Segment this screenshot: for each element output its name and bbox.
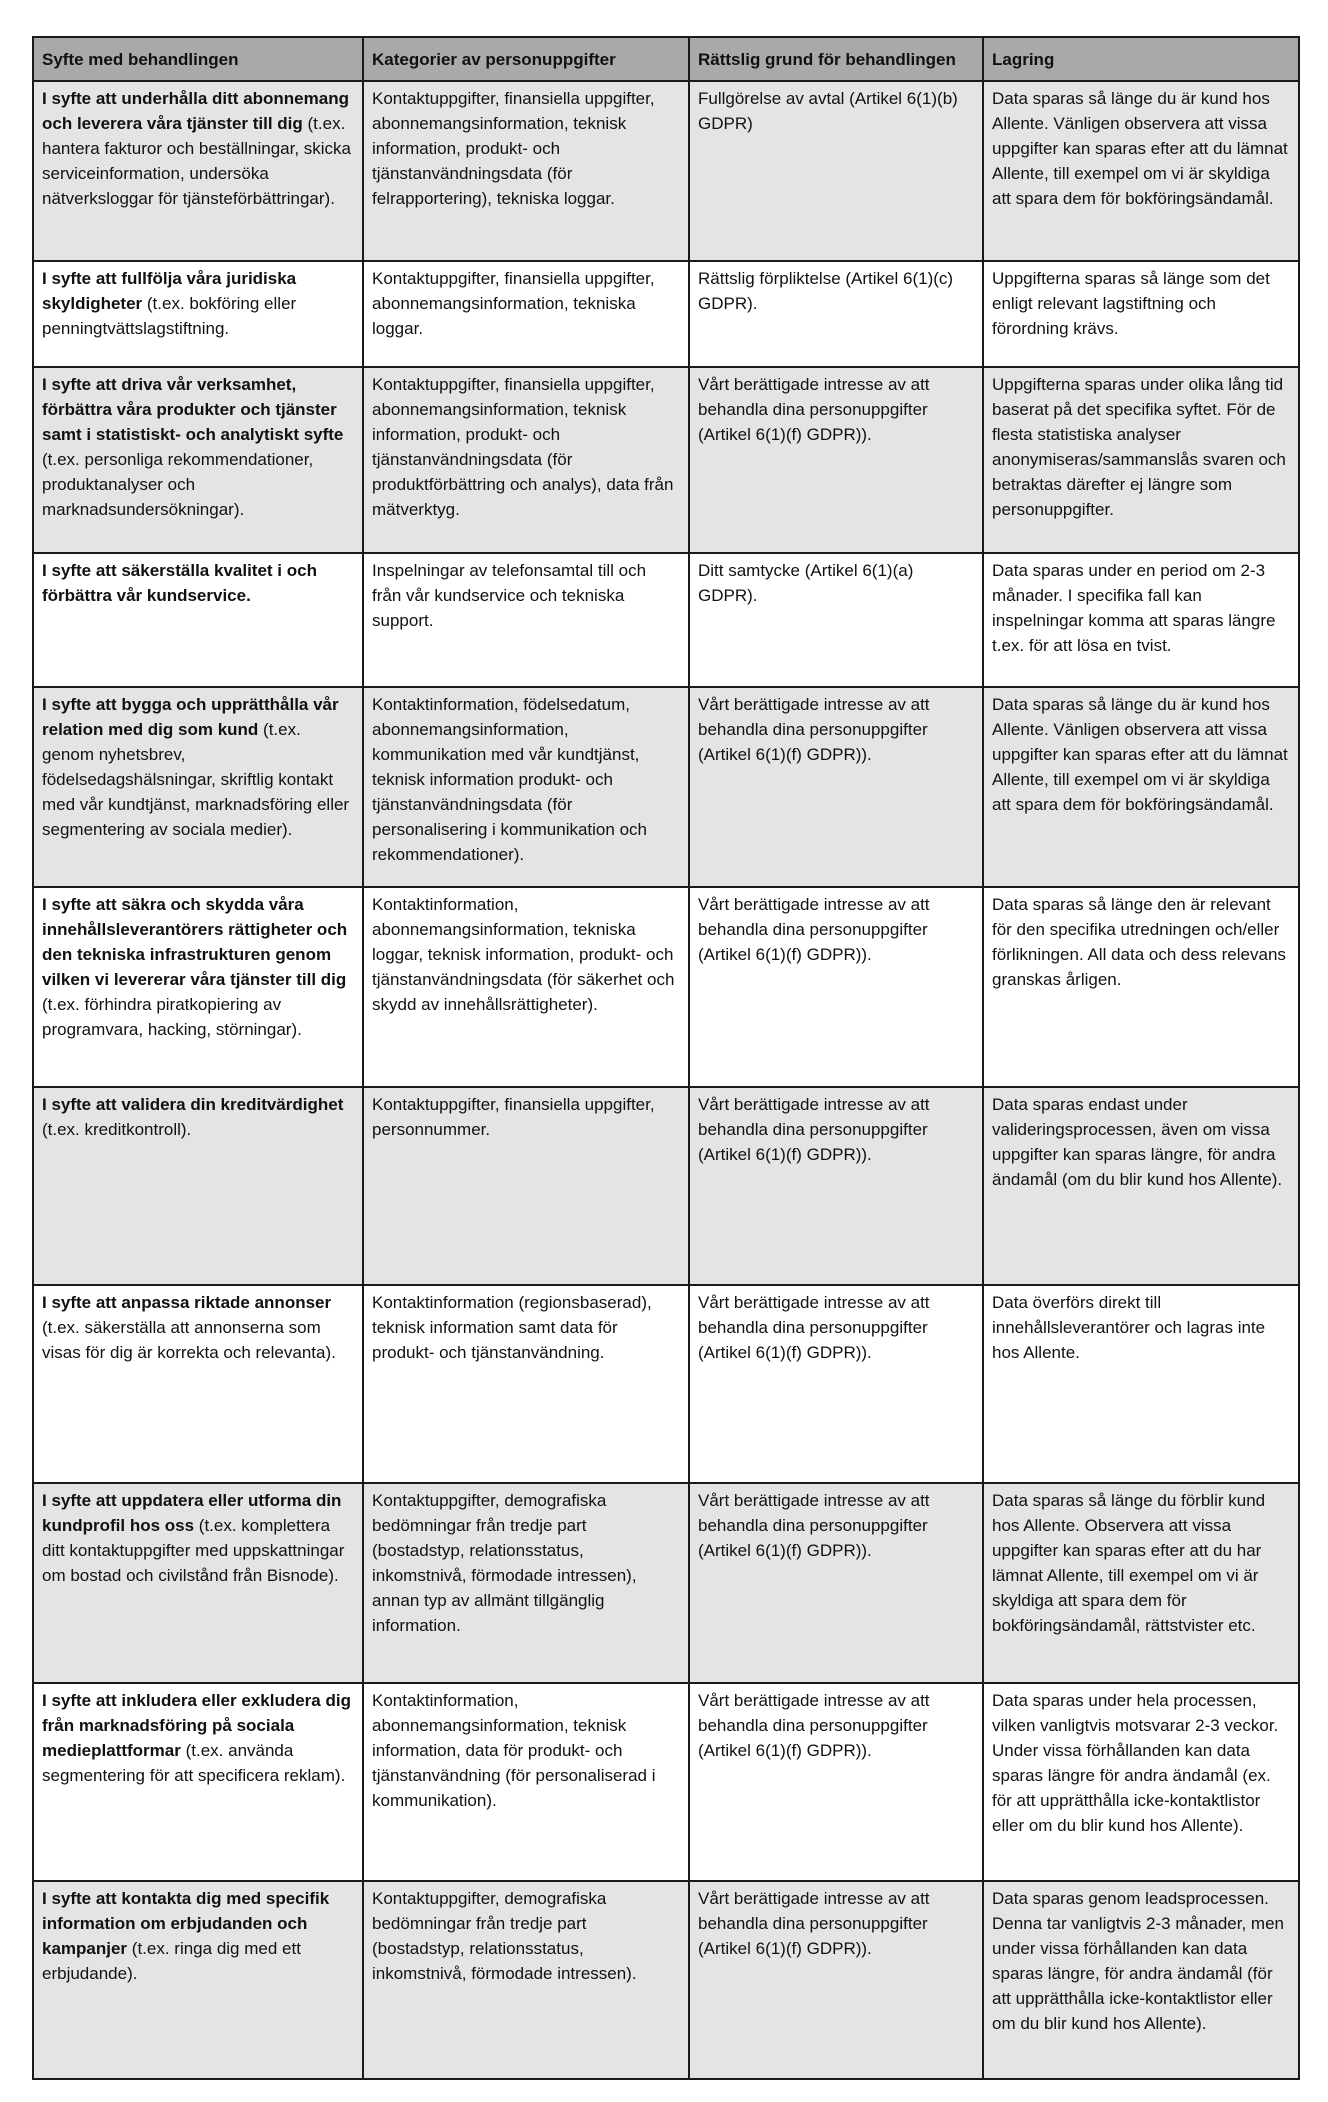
table-row <box>33 1683 1299 1881</box>
purpose-note: (t.ex. kreditkontroll). <box>42 1120 192 1139</box>
legal-basis-cell: Vårt berättigade intresse av att behandla dina personuppgifter (Artikel 6(1)(f) GDPR)). <box>689 1683 983 1881</box>
purpose-cell <box>33 887 363 1087</box>
purpose-title: I syfte att inkludera eller exkludera dig från marknadsföring på sociala medieplattformar <box>42 1691 351 1760</box>
storage-cell: Data sparas endast under valideringsprocessen, även om vissa uppgifter kan sparas längre, för andra ändamål (om du blir kund hos Allente). <box>983 1087 1299 1285</box>
storage-cell: Data sparas under hela processen, vilken vanligtvis motsvarar 2-3 veckor. Under vissa förhållanden kan data sparas längre för andra ändamål (ex. för att upprätthålla icke-kontaktlistor eller om du blir kund hos Allente). <box>983 1683 1299 1881</box>
storage-cell: Data sparas genom leadsprocessen. Denna tar vanligtvis 2-3 månader, men under vissa förhållanden kan data sparas längre, för andra ändamål (för att upprätthålla icke-kontaktlistor eller om du blir kund hos Allente). <box>983 1881 1299 2079</box>
categories-cell: Kontaktuppgifter, finansiella uppgifter, abonnemangsinformation, teknisk information, produkt- och tjänstanvändningsdata (för produktförbättring och analys), data från mätverktyg. <box>363 367 689 553</box>
purpose-note: (t.ex. ringa dig med ett erbjudande). <box>42 1939 301 1983</box>
header-storage: Lagring <box>983 37 1299 81</box>
header-legal-basis: Rättslig grund för behandlingen <box>689 37 983 81</box>
categories-cell: Kontaktinformation, födelsedatum, abonnemangsinformation, kommunikation med vår kundtjänst, teknisk information produkt- och tjänstanvändningsdata (för personalisering i kommunikation och rekommendationer). <box>363 687 689 887</box>
legal-basis-cell: Vårt berättigade intresse av att behandla dina personuppgifter (Artikel 6(1)(f) GDPR)). <box>689 1881 983 2079</box>
purpose-title: I syfte att kontakta dig med specifik information om erbjudanden och kampanjer <box>42 1889 330 1958</box>
storage-cell: Uppgifterna sparas under olika lång tid baserat på det specifika syftet. För de flesta statistiska analyser anonymiseras/sammanslås svaren och betraktas därefter ej längre som personuppgifter. <box>983 367 1299 553</box>
legal-basis-cell: Vårt berättigade intresse av att behandla dina personuppgifter (Artikel 6(1)(f) GDPR)). <box>689 1087 983 1285</box>
legal-basis-cell: Fullgörelse av avtal (Artikel 6(1)(b) GDPR) <box>689 81 983 261</box>
legal-basis-cell: Vårt berättigade intresse av att behandla dina personuppgifter (Artikel 6(1)(f) GDPR)). <box>689 1483 983 1683</box>
purpose-cell <box>33 1087 363 1285</box>
purpose-title: I syfte att uppdatera eller utforma din kundprofil hos oss <box>42 1491 342 1535</box>
categories-cell: Inspelningar av telefonsamtal till och från vår kundservice och tekniska support. <box>363 553 689 687</box>
purpose-title: I syfte att säkra och skydda våra innehållsleverantörers rättigheter och den tekniska infrastrukturen genom vilken vi levererar våra tjänster till dig <box>42 895 348 989</box>
purpose-cell <box>33 367 363 553</box>
table-header-row <box>33 37 1299 81</box>
categories-cell: Kontaktuppgifter, finansiella uppgifter, abonnemangsinformation, tekniska loggar. <box>363 261 689 367</box>
table-row <box>33 261 1299 367</box>
purpose-note: (t.ex. genom nyhetsbrev, födelsedagshälsningar, skriftlig kontakt med vår kundtjänst, marknadsföring eller segmentering av sociala medier). <box>42 720 350 839</box>
storage-cell: Uppgifterna sparas så länge som det enligt relevant lagstiftning och förordning krävs. <box>983 261 1299 367</box>
legal-basis-cell: Vårt berättigade intresse av att behandla dina personuppgifter (Artikel 6(1)(f) GDPR)). <box>689 1285 983 1483</box>
purpose-title: I syfte att driva vår verksamhet, förbättra våra produkter och tjänster samt i statistiskt- och analytiskt syfte <box>42 375 344 444</box>
categories-cell: Kontaktuppgifter, demografiska bedömningar från tredje part (bostadstyp, relationsstatus, inkomstnivå, förmodade intressen). <box>363 1881 689 2079</box>
purpose-cell <box>33 553 363 687</box>
legal-basis-cell: Vårt berättigade intresse av att behandla dina personuppgifter (Artikel 6(1)(f) GDPR)). <box>689 687 983 887</box>
legal-basis-cell: Ditt samtycke (Artikel 6(1)(a) GDPR). <box>689 553 983 687</box>
table-row <box>33 1285 1299 1483</box>
purpose-cell <box>33 1683 363 1881</box>
purpose-cell <box>33 1285 363 1483</box>
purpose-note: (t.ex. säkerställa att annonserna som visas för dig är korrekta och relevanta). <box>42 1318 336 1362</box>
table-row <box>33 1483 1299 1683</box>
purpose-cell <box>33 261 363 367</box>
purpose-title: I syfte att validera din kreditvärdighet <box>42 1095 344 1114</box>
categories-cell: Kontaktuppgifter, finansiella uppgifter, personnummer. <box>363 1087 689 1285</box>
legal-basis-cell: Rättslig förpliktelse (Artikel 6(1)(c) GDPR). <box>689 261 983 367</box>
document-page <box>32 36 1298 2080</box>
table-row <box>33 887 1299 1087</box>
storage-cell: Data sparas så länge den är relevant för den specifika utredningen och/eller förlikningen. All data och dess relevans granskas årligen. <box>983 887 1299 1087</box>
purpose-note: (t.ex. komplettera ditt kontaktuppgifter med uppskattningar om bostad och civilstånd från Bisnode). <box>42 1516 345 1585</box>
categories-cell: Kontaktinformation, abonnemangsinformation, tekniska loggar, teknisk information, produkt- och tjänstanvändningsdata (för säkerhet och skydd av innehållsrättigheter). <box>363 887 689 1087</box>
storage-cell: Data sparas så länge du är kund hos Allente. Vänligen observera att vissa uppgifter kan sparas efter att du lämnat Allente, till exempel om vi är skyldiga att spara dem för bokföringsändamål. <box>983 81 1299 261</box>
purpose-cell <box>33 1483 363 1683</box>
header-purpose: Syfte med behandlingen <box>33 37 363 81</box>
table-row <box>33 1087 1299 1285</box>
table-row <box>33 81 1299 261</box>
purpose-note: (t.ex. hantera fakturor och beställningar, skicka serviceinformation, undersöka nätverksloggar för tjänsteförbättringar). <box>42 114 352 208</box>
categories-cell: Kontaktinformation, abonnemangsinformation, teknisk information, data för produkt- och tjänstanvändning (för personaliserad i kommunikation). <box>363 1683 689 1881</box>
gdpr-processing-table <box>32 36 1300 2080</box>
purpose-title: I syfte att underhålla ditt abonnemang och leverera våra tjänster till dig <box>42 89 349 133</box>
table-row <box>33 367 1299 553</box>
table-row <box>33 553 1299 687</box>
storage-cell: Data sparas så länge du förblir kund hos Allente. Observera att vissa uppgifter kan sparas efter att du har lämnat Allente, till exempel om vi är skyldiga att spara dem för bokföringsändamål, rättstvister etc. <box>983 1483 1299 1683</box>
legal-basis-cell: Vårt berättigade intresse av att behandla dina personuppgifter (Artikel 6(1)(f) GDPR)). <box>689 887 983 1087</box>
purpose-cell <box>33 687 363 887</box>
table-row <box>33 687 1299 887</box>
purpose-title: I syfte att säkerställa kvalitet i och förbättra vår kundservice. <box>42 561 317 605</box>
storage-cell: Data överförs direkt till innehållsleverantörer och lagras inte hos Allente. <box>983 1285 1299 1483</box>
purpose-note: (t.ex. personliga rekommendationer, produktanalyser och marknadsundersökningar). <box>42 450 314 519</box>
purpose-note: (t.ex. bokföring eller penningtvättslagstiftning. <box>42 294 297 338</box>
legal-basis-cell: Vårt berättigade intresse av att behandla dina personuppgifter (Artikel 6(1)(f) GDPR)). <box>689 367 983 553</box>
purpose-cell <box>33 81 363 261</box>
categories-cell: Kontaktuppgifter, demografiska bedömningar från tredje part (bostadstyp, relationsstatus, inkomstnivå, förmodade intressen), annan typ av allmänt tillgänglig information. <box>363 1483 689 1683</box>
purpose-note: (t.ex. förhindra piratkopiering av programvara, hacking, störningar). <box>42 995 302 1039</box>
purpose-note: (t.ex. använda segmentering för att specificera reklam). <box>42 1741 346 1785</box>
storage-cell: Data sparas så länge du är kund hos Allente. Vänligen observera att vissa uppgifter kan sparas efter att du lämnat Allente, till exempel om vi är skyldiga att spara dem för bokföringsändamål. <box>983 687 1299 887</box>
storage-cell: Data sparas under en period om 2-3 månader. I specifika fall kan inspelningar komma att sparas längre t.ex. för att lösa en tvist. <box>983 553 1299 687</box>
header-categories: Kategorier av personuppgifter <box>363 37 689 81</box>
table-row <box>33 1881 1299 2079</box>
categories-cell: Kontaktinformation (regionsbaserad), teknisk information samt data för produkt- och tjänstanvändning. <box>363 1285 689 1483</box>
purpose-title: I syfte att anpassa riktade annonser <box>42 1293 332 1312</box>
purpose-cell <box>33 1881 363 2079</box>
purpose-title: I syfte att bygga och upprätthålla vår relation med dig som kund <box>42 695 339 739</box>
categories-cell: Kontaktuppgifter, finansiella uppgifter, abonnemangsinformation, teknisk information, produkt- och tjänstanvändningsdata (för felrapportering), tekniska loggar. <box>363 81 689 261</box>
purpose-title: I syfte att fullfölja våra juridiska skyldigheter <box>42 269 297 313</box>
